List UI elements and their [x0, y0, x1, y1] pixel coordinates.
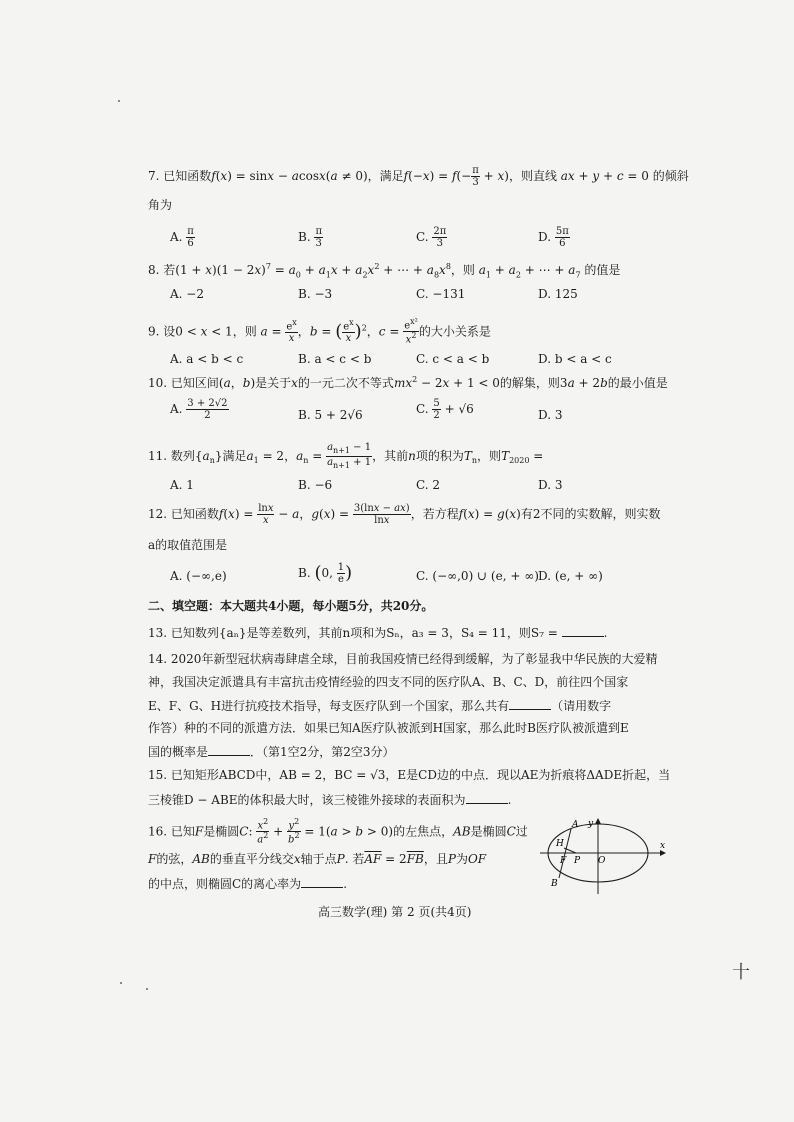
- q14-answer-blank-1[interactable]: [509, 698, 551, 710]
- q10-option-d: D. 3: [538, 408, 563, 422]
- q12-option-b: B. (0, $\frac{1}{e}$ ): [298, 562, 353, 585]
- q14-line-1: 14. 2020年新型冠状病毒肆虐全球，目前我国疫情已经得到缓解，为了彰显我中华民族的大爱精: [148, 652, 658, 666]
- crop-mark: 十: [732, 962, 750, 983]
- label-f: F: [560, 856, 567, 866]
- label-b: B: [551, 879, 558, 889]
- q16-line-1: 16. 已知F是椭圆C: $\frac{x^2}{a^2}$ + $\frac{y^2}{b^2}$ = 1(a > b > 0)的左焦点，AB是椭圆C过: [148, 817, 528, 846]
- q14-line-5a: 国的概率是: [148, 745, 209, 759]
- q8-option-a: A. −2: [170, 287, 204, 301]
- q8-option-c: C. −131: [416, 287, 466, 301]
- q13-stem: 13. 已知数列{aₙ}是等差数列，其前n项和为Sₙ，a₃ = 3，S₄ = 11，则S₇ = .: [148, 626, 608, 640]
- q12-stem: 12. 已知函数f(x) = $\frac{\ln x}{x}$ − a，g(x) = $\frac{3(\ln x - ax)}{\ln x}$ ，若方程f(x) = g(x)有2不同的实数解，则实数: [148, 503, 661, 526]
- q8-option-b: B. −3: [298, 287, 333, 301]
- q14-line-3: [148, 698, 611, 713]
- q11-option-a: A. 1: [170, 478, 194, 492]
- q11-option-c: C. 2: [416, 478, 441, 492]
- q10-option-a: A. $\frac{3 + 2√2}{2}$: [170, 398, 228, 421]
- q11-stem: 11. 数列$\{a_n\}$满足$a_1 = 2$，$a_n$ = $\frac{a_{n+1} - 1}{a_{n+1} + 1}$ ，其前n项的积为$T_n$，则$T_{2020}$ =: [148, 442, 544, 470]
- q12-option-c: C. (−∞,0) ∪ (e, + ∞): [416, 569, 539, 583]
- q10-option-c: C. $\frac{5}{2}$ + √6: [416, 398, 474, 421]
- q14-answer-blank-2[interactable]: [208, 744, 250, 756]
- q15-line-1: 15. 已知矩形ABCD中，AB = 2，BC = √3，E是CD边的中点．现以AE为折痕将ΔADE折起，当: [148, 768, 671, 782]
- q9-option-b: B. a < c < b: [298, 352, 372, 366]
- q16-line-3: 的中点，则椭圆C的离心率为 .: [148, 877, 348, 891]
- q15-line-2a: 三棱锥D − ABE的体积最大时，该三棱锥外接球的表面积为: [148, 793, 466, 807]
- q16-line-2: F的弦，AB的垂直平分线交x轴于点P. 若$\overline{AF} = 2\overline{FB}$，且P为OF: [148, 852, 487, 866]
- q7-option-c: C. $\frac{2\pi}{3}$: [416, 226, 447, 249]
- q7-option-b: B. $\frac{\pi}{3}$: [298, 226, 323, 249]
- q8-option-d: D. 125: [538, 287, 578, 301]
- label-a: A: [572, 820, 579, 830]
- q10-option-b: B. 5 + 2√6: [298, 408, 363, 422]
- q9-option-d: D. b < a < c: [538, 352, 612, 366]
- q12-stem-cont: a的取值范围是: [148, 538, 228, 552]
- q15-line-2: 三棱锥D − ABE的体积最大时，该三棱锥外接球的表面积为 .: [148, 793, 512, 807]
- q16-answer-blank[interactable]: [301, 876, 343, 888]
- scan-speck: [120, 982, 122, 984]
- q15-answer-blank[interactable]: [466, 792, 508, 804]
- q7-option-a: A. $\frac{\pi}{6}$: [170, 226, 194, 249]
- q11-option-d: D. 3: [538, 478, 563, 492]
- ellipse-figure: [536, 816, 668, 898]
- q13-text: 13. 已知数列{aₙ}是等差数列，其前n项和为Sₙ，a₃ = 3，S₄ = 11，则S₇ =: [148, 626, 558, 640]
- y-axis-arrow: [595, 818, 601, 824]
- q7-stem-text: 7. 已知函数f(x) = sinx − acosx(a ≠ 0)，满足f(−x) = f(− $\frac{\pi}{3}$ + x)，则直线 ax + y + c = 0 的倾斜: [148, 165, 689, 188]
- label-y: y: [588, 819, 594, 829]
- scan-speck: [146, 988, 148, 990]
- q14-line-3a: E、F、G、H进行抗疫技术指导，每支医疗队到一个国家，那么共有: [148, 699, 510, 713]
- q7-stem-cont: 角为: [148, 198, 173, 212]
- q12-option-d: D. (e, + ∞): [538, 569, 603, 583]
- scan-speck: [118, 100, 120, 102]
- label-p: P: [574, 856, 581, 866]
- q16-line-3a: 的中点，则椭圆C的离心率为: [148, 877, 302, 891]
- q14-line-2: 神，我国决定派遣具有丰富抗击疫情经验的四支不同的医疗队A、B、C、D，前往四个国家: [148, 675, 629, 689]
- q14-line-4: 作答）种的不同的派遣方法．如果已知A医疗队被派到H国家，那么此时B医疗队被派遣到E: [148, 721, 629, 735]
- section-2-heading: 二、填空题：本大题共4小题，每小题5分，共20分。: [148, 599, 434, 613]
- q9-option-a: A. a < b < c: [170, 352, 244, 366]
- q14-line-5: [148, 744, 395, 759]
- label-x: x: [660, 841, 666, 851]
- page-footer: 高三数学(理) 第 2 页(共4页): [318, 905, 472, 919]
- q14-line-5b: ．（第1空2分，第2空3分）: [250, 745, 395, 759]
- q14-line-3b: （请用数字: [551, 699, 612, 713]
- q13-answer-blank[interactable]: [562, 625, 604, 637]
- q11-option-b: B. −6: [298, 478, 333, 492]
- q9-option-c: C. c < a < b: [416, 352, 490, 366]
- label-h: H: [556, 839, 564, 849]
- q12-option-a: A. (−∞,e): [170, 569, 227, 583]
- q10-stem: 10. 已知区间(a，b)是关于x的一元二次不等式$mx^2 - 2x + 1 < 0$的解集，则3a + 2b的最小值是: [148, 375, 668, 390]
- label-o: O: [598, 856, 606, 866]
- q7-option-d: D. $\frac{5\pi}{6}$: [538, 226, 569, 249]
- q8-stem: 8. 若$(1 + x)(1 - 2x)^7 = a_0 + a_1x + a_2x^2$ + ⋯ + $a_8x^8$，则 $a_1 + a_2$ + ⋯ + $a_7$ 的值是: [148, 262, 621, 280]
- q9-stem: 9. 设0 < x < 1，则 a = $\frac{e^x}{x}$ ，b = ( $\frac{e^x}{x}$ )$^2$，c = $\frac{e^{x^2}}{x^2}$ 的大小关系是: [148, 317, 491, 346]
- q7-stem: [148, 165, 689, 188]
